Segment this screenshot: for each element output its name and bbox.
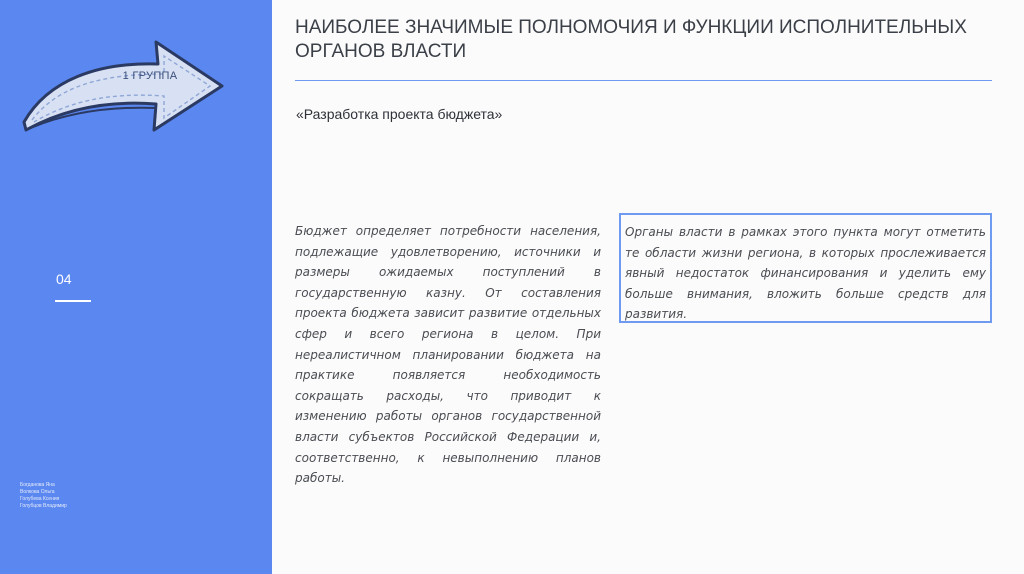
arrow-icon — [18, 30, 230, 140]
author-name: Голубева Ксения — [20, 496, 60, 502]
page-number-underline — [55, 300, 91, 302]
authors-list — [20, 482, 67, 510]
author-name: Богданова Яна — [20, 482, 55, 488]
arrow-graphic — [18, 30, 230, 140]
arrow-label: 1 ГРУППА — [122, 70, 178, 82]
slide-title: НАИБОЛЕЕ ЗНАЧИМЫЕ ПОЛНОМОЧИЯ И ФУНКЦИИ ИСПОЛНИТЕЛЬНЫХ ОРГАНОВ ВЛАСТИ — [295, 17, 967, 62]
left-text-block: Бюджет определяет потребности населения, подлежащие удовлетворению, источники и размеры ожидаемых поступлений в государственную казну. От составления проекта бюджета зависит развитие отдельных сфер и всего региона в целом. При нереалистичном планировании бюджета на практике появляется необходимость сокращать расходы, что приводит к изменению работы органов государственной власти субъектов Российской Федерации и, соответственно, к невыполнению планов работы. — [295, 224, 601, 486]
author-name: Голубцов Владимир — [20, 503, 67, 509]
page-number: 04 — [56, 271, 72, 287]
title-divider — [295, 80, 992, 81]
slide-subtitle: «Разработка проекта бюджета» — [296, 106, 503, 122]
sidebar — [0, 0, 272, 574]
author-name: Волкова Ольга — [20, 489, 55, 495]
right-text-box: Органы власти в рамках этого пункта могут отметить те области жизни региона, в которых прослеживается явный недостаток финансирования и уделить ему больше внимания, вложить больше средств для развития. — [619, 213, 992, 323]
